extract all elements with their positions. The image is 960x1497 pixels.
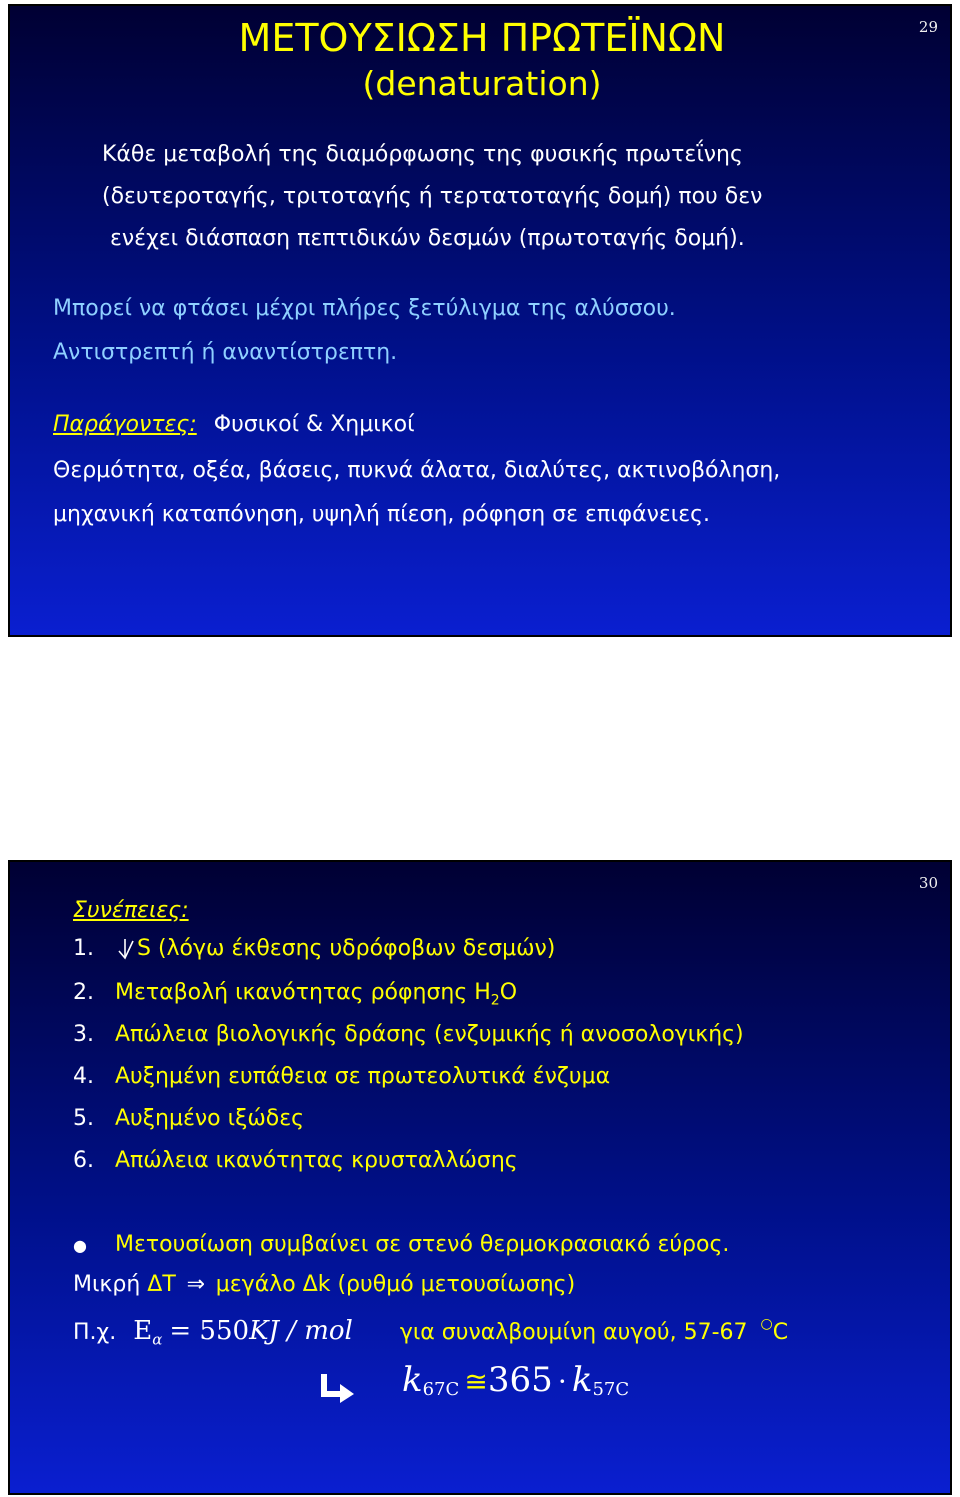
item-text: Αυξημένη ευπάθεια σε πρωτεολυτικά ένζυμα: [115, 1064, 611, 1089]
k-symbol: k: [402, 1360, 423, 1400]
definition-line-3: ενέχει διάσπαση πεπτιδικών δεσμών (πρωτοταγής δομή).: [110, 226, 745, 251]
ea-symbol: E: [133, 1316, 153, 1346]
factors-heading: [53, 412, 415, 437]
k-subscript-57: 57C: [592, 1379, 630, 1401]
item-text: Αυξημένο ιξώδες: [115, 1106, 305, 1131]
implies-arrow-icon: ⇒: [186, 1272, 206, 1297]
example-desc: για συναλβουμίνη αυγού, 57-67: [399, 1320, 748, 1345]
item-number: 1.: [73, 936, 94, 961]
definition-line-1: Κάθε μεταβολή της διαμόρφωσης της φυσικής πρωτεΐνης: [102, 142, 743, 167]
multiply-dot: ·: [557, 1365, 567, 1398]
slide-title: ΜΕΤΟΥΣΙΩΣΗ ΠΡΩΤΕΪΝΩΝ: [238, 16, 726, 60]
factors-list-line-2: μηχανική καταπόνηση, υψηλή πίεση, ρόφηση σε επιφάνειες.: [53, 502, 711, 527]
delta-line: [73, 1272, 575, 1297]
bullet-line: [73, 1232, 729, 1257]
item-number: 5.: [73, 1106, 94, 1131]
item-number: 3.: [73, 1022, 94, 1047]
page-number: 29: [918, 18, 938, 36]
result-arrow-icon: [320, 1372, 356, 1404]
slide-subtitle: (denaturation): [362, 64, 602, 103]
consequences-label: Συνέπειες:: [73, 898, 189, 923]
item-text: Απώλεια βιολογικής δράσης (ενζυμικής ή ανοσολογικής): [115, 1022, 744, 1047]
bullet-dot-icon: ●: [73, 1236, 87, 1255]
item-text: S (λόγω έκθεσης υδρόφοβων δεσμών): [137, 936, 556, 961]
list-item: [73, 1064, 610, 1089]
water-tail: O: [499, 980, 518, 1005]
ea-unit: KJ / mol: [249, 1316, 353, 1346]
factors-list-line-1: Θερμότητα, οξέα, βάσεις, πυκνά άλατα, διαλύτες, ακτινοβόληση,: [53, 458, 781, 483]
unfolding-line: Μπορεί να φτάσει μέχρι πλήρες ξετύλιγμα της αλύσσου.: [53, 296, 676, 321]
approx-icon: ≅: [464, 1365, 488, 1398]
item-text: Απώλεια ικανότητας κρυσταλλώσης: [115, 1148, 518, 1173]
page-number: 30: [918, 874, 938, 892]
degree-icon: ○: [760, 1316, 773, 1332]
ea-value: = 550: [169, 1316, 250, 1346]
ea-subscript: α: [152, 1330, 163, 1349]
list-item: [73, 936, 555, 961]
item-number: 2.: [73, 980, 94, 1005]
factors-types: Φυσικοί & Χημικοί: [213, 412, 415, 437]
factors-label: Παράγοντες:: [53, 412, 197, 437]
k-symbol: k: [571, 1360, 593, 1400]
big-label: μεγάλο: [215, 1272, 303, 1297]
delta-t: ΔT: [147, 1272, 176, 1297]
definition-line-2: (δευτεροταγής, τριτοταγής ή τερτατοταγής δομή) που δεν: [102, 184, 763, 209]
example-line: [73, 1316, 788, 1348]
slide-30: [8, 860, 952, 1495]
slide-29: [8, 4, 952, 637]
list-item: [73, 1022, 744, 1047]
bullet-text: Μετουσίωση συμβαίνει σε στενό θερμοκρασιακό εύρος.: [115, 1232, 730, 1257]
reversibility-line: Αντιστρεπτή ή αναντίστρεπτη.: [53, 340, 398, 365]
factor-value: 365: [487, 1360, 553, 1400]
water-subscript: 2: [490, 992, 500, 1009]
rate-equation: [402, 1360, 629, 1400]
arrow-down-icon: [115, 937, 137, 961]
example-label: Π.χ.: [73, 1320, 117, 1345]
degree-unit: C: [772, 1320, 789, 1345]
item-number: 4.: [73, 1064, 94, 1089]
item-number: 6.: [73, 1148, 94, 1173]
delta-k: Δk: [302, 1272, 331, 1297]
item-text: Μεταβολή ικανότητας ρόφησης H: [115, 980, 491, 1005]
list-item: [73, 1106, 304, 1131]
rate-label: (ρυθμό μετουσίωσης): [330, 1272, 576, 1297]
list-item: [73, 980, 517, 1008]
small-label: Μικρή: [73, 1272, 148, 1297]
k-subscript-67: 67C: [422, 1379, 460, 1401]
list-item: [73, 1148, 518, 1173]
